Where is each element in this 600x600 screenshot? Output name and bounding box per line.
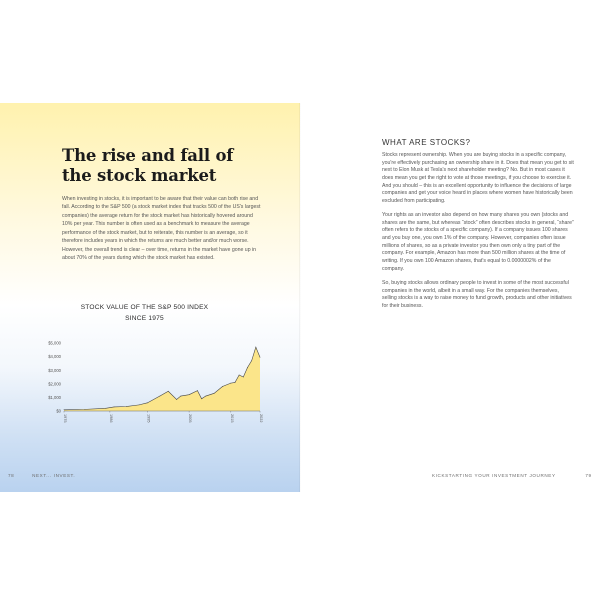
y-tick-label: $2,000 <box>48 381 61 387</box>
chart-data-point <box>180 396 181 397</box>
y-tick-label: $5,000 <box>48 340 61 346</box>
x-tick-label: 1975 <box>63 414 67 423</box>
x-tick-label: 1995 <box>146 414 151 423</box>
x-tick-label: 2005 <box>188 414 193 423</box>
chart-data-point <box>105 408 106 409</box>
chart-data-point <box>201 398 202 399</box>
chapter-title: KICKSTARTING YOUR INVESTMENT JOURNEY <box>432 473 556 478</box>
sp500-area-chart <box>34 336 266 426</box>
chart-title <box>62 303 227 324</box>
paragraph-3: So, buying stocks allows ordinary people to invest in some of the most successful companies in the world, albeit in a small way. For the companies themselves, selling stocks is a way to raise money to fund growth, products and other initiatives for their business. <box>382 279 572 309</box>
right-page-number: 79 <box>585 473 592 478</box>
page-title <box>62 146 262 186</box>
chart-title-line-2: SINCE 1975 <box>125 314 164 322</box>
chart-data-point <box>147 402 148 403</box>
y-tick-label: $3,000 <box>48 367 61 373</box>
chart-area-fill <box>64 347 260 411</box>
chart-data-point <box>205 396 206 397</box>
chart-data-point <box>189 394 190 395</box>
x-tick-label: 2022 <box>259 414 263 423</box>
chart-data-point <box>64 409 65 410</box>
chart-data-point <box>260 357 261 358</box>
title-line-2: the stock market <box>62 166 217 185</box>
chart-data-point <box>251 360 252 361</box>
title-line-1: The rise and fall of <box>62 146 234 165</box>
chart-data-point <box>247 367 248 368</box>
x-tick-label: 2015 <box>229 414 234 423</box>
chart-data-point <box>176 399 177 400</box>
chart-data-point <box>139 405 140 406</box>
chart-data-point <box>85 409 86 410</box>
x-tick-label: 1986 <box>108 414 113 423</box>
book-spread <box>0 103 600 492</box>
chart-data-point <box>235 382 236 383</box>
left-footer <box>8 473 75 478</box>
chart-data-point <box>168 391 169 392</box>
chart-data-point <box>222 386 223 387</box>
y-tick-label: $1,000 <box>48 395 61 400</box>
right-footer <box>432 473 592 478</box>
chart-title-line-1: STOCK VALUE OF THE S&P 500 INDEX <box>80 304 209 311</box>
right-body <box>382 152 574 317</box>
chart-data-point <box>214 393 215 394</box>
left-page-number: 78 <box>8 473 15 478</box>
chart-data-point <box>197 390 198 391</box>
section-heading: WHAT ARE STOCKS? <box>382 138 471 147</box>
right-page <box>300 103 600 492</box>
book-title: NEXT... INVEST. <box>32 473 76 478</box>
intro-paragraph: When investing in stocks, it is important to be aware that their value can both rise and fall. According to the S&P 500 (a stock market index that tracks 500 of the US's largest companies) the average return for the stock market has historically hovered around 10% per year. This number is often used as a benchmark to measure the average performance of the stock market, but to reiterate, this number is an average, so it therefore includes years in which the returns are much better and/or much worse. However, the overall trend is clear – over time, returns in the market have gone up in about 70% of the years during which the stock market has existed. <box>62 196 261 262</box>
chart-data-point <box>114 407 115 408</box>
chart-data-point <box>255 347 256 348</box>
y-tick-label: $4,000 <box>48 354 61 360</box>
paragraph-1: Stocks represent ownership. When you are buying stocks in a specific company, you're effectively purchasing an ownership share in it. Does that mean you get to sit next to Elon Musk at Tesla's next shareholder meeting? No. But in most cases it does mean you get the right to vote at those meetings, if you choose to exercise it. And you should – this is an excellent opportunity to influence the decisions of large companies and get your voice heard in places where women have historically been excluded from participating. <box>382 152 574 204</box>
chart-data-point <box>160 396 161 397</box>
paragraph-2: Your rights as an investor also depend on how many shares you own (stocks and shares are the same, but whereas “stock” often describes stocks in general, “share” often refers to the stocks of a specific company). If a company issues 100 shares and you buy one, you own 1% of the company. However, companies often issue millions of shares, so as a private investor you then own only a tiny part of the company. For example, Amazon has more than 500 million shares at the time of writing. If you own 100 Amazon shares, that's equal to 0.0000002% of the company. <box>382 212 574 272</box>
chart-data-point <box>126 406 127 407</box>
book-gutter <box>299 103 301 492</box>
chart-data-point <box>230 383 231 384</box>
left-page <box>0 103 300 492</box>
chart-data-point <box>243 377 244 378</box>
y-tick-label: $0 <box>56 408 61 414</box>
chart-data-point <box>239 375 240 376</box>
